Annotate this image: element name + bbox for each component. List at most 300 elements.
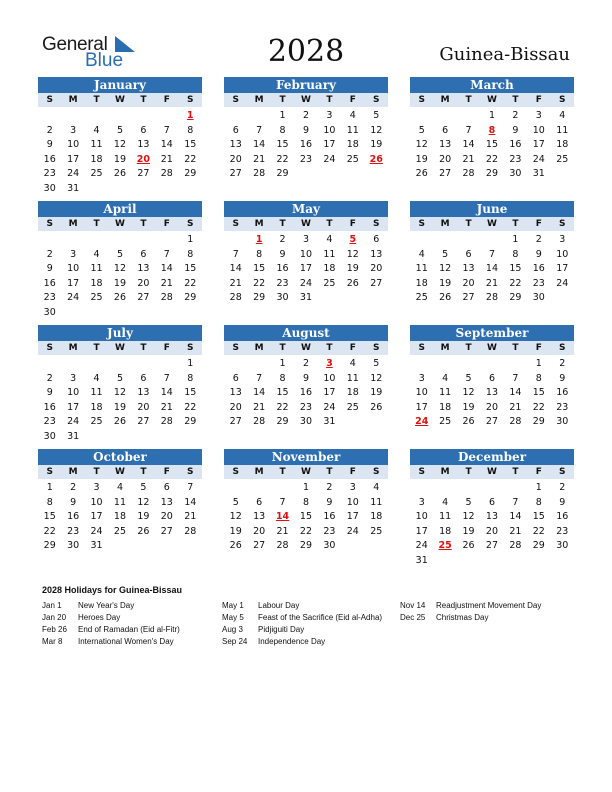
weekday-label: T <box>279 95 286 105</box>
day-cell: 15 <box>184 263 197 275</box>
day-cell: 21 <box>462 153 475 165</box>
weekday-label: S <box>418 343 425 353</box>
weekday-label: S <box>559 219 566 229</box>
day-cell: 27 <box>370 277 383 289</box>
day-cell: 28 <box>276 540 289 552</box>
day-cell: 23 <box>556 401 569 413</box>
day-cell: 4 <box>116 482 123 493</box>
day-cell: 3 <box>70 248 77 260</box>
day-cell: 18 <box>323 263 336 275</box>
day-cell: 22 <box>532 401 545 413</box>
day-cell: 16 <box>556 387 569 399</box>
weekday-label: T <box>465 219 472 229</box>
weekday-label: S <box>373 95 380 105</box>
day-cell: 31 <box>299 292 313 304</box>
empty-day-cell <box>61 357 84 372</box>
weekday-label: W <box>301 95 311 105</box>
day-grid <box>410 231 574 306</box>
day-cell: 12 <box>113 139 127 151</box>
weekday-label: T <box>279 219 286 229</box>
day-cell: 9 <box>302 124 309 136</box>
day-cell: 7 <box>256 124 263 136</box>
day-cell: 31 <box>67 430 80 442</box>
day-cell: 2 <box>535 234 542 245</box>
day-cell: 18 <box>90 401 103 413</box>
empty-day-cell <box>271 481 294 496</box>
empty-day-cell <box>132 109 155 124</box>
month-june <box>410 201 574 306</box>
month-may <box>224 201 388 306</box>
holiday-item <box>42 600 222 612</box>
day-cell: 13 <box>229 139 242 151</box>
weekday-label: M <box>440 343 450 353</box>
day-cell: 10 <box>67 139 80 151</box>
weekday-label: S <box>559 467 566 477</box>
day-cell: 12 <box>113 263 127 275</box>
holiday-day-cell: 25 <box>438 540 452 552</box>
weekday-label: F <box>535 219 542 229</box>
holiday-date: Sep 24 <box>222 637 248 646</box>
day-cell: 27 <box>229 168 242 180</box>
day-cell: 8 <box>279 372 286 384</box>
day-grid <box>224 355 388 430</box>
weekday-header-row <box>224 93 388 107</box>
weekday-header-row <box>410 217 574 231</box>
weekday-label: M <box>440 467 450 477</box>
day-cell: 17 <box>67 277 80 289</box>
day-cell: 26 <box>113 168 127 180</box>
day-cell: 20 <box>137 401 150 413</box>
day-cell: 30 <box>299 416 313 428</box>
holiday-name: Heroes Day <box>78 613 121 622</box>
day-cell: 16 <box>276 263 289 275</box>
month-september <box>410 325 574 430</box>
day-cell: 14 <box>160 387 173 399</box>
day-cell: 15 <box>532 511 545 523</box>
day-cell: 12 <box>137 496 150 508</box>
weekday-label: M <box>68 343 78 353</box>
weekday-label: S <box>187 467 194 477</box>
day-cell: 15 <box>485 139 499 151</box>
month-header: March <box>410 77 574 93</box>
empty-day-cell <box>224 233 247 248</box>
day-cell: 8 <box>187 372 194 384</box>
holiday-date: May 5 <box>222 613 244 622</box>
holiday-item <box>42 624 222 636</box>
holiday-day-cell: 20 <box>136 153 151 165</box>
holiday-item <box>222 624 402 636</box>
day-cell: 3 <box>70 124 77 136</box>
day-cell: 21 <box>276 525 289 537</box>
month-header: July <box>38 325 202 341</box>
day-cell: 24 <box>67 168 80 180</box>
day-cell: 20 <box>253 525 266 537</box>
day-cell: 11 <box>370 496 383 508</box>
day-cell: 12 <box>439 263 452 275</box>
empty-day-cell <box>224 109 247 124</box>
month-header: June <box>410 201 574 217</box>
day-cell: 30 <box>509 168 522 180</box>
day-cell: 11 <box>439 387 452 399</box>
holiday-day-cell: 1 <box>255 234 263 245</box>
day-cell: 1 <box>488 110 495 121</box>
generalblue-logo <box>42 34 142 74</box>
day-cell: 9 <box>512 124 519 136</box>
day-cell: 15 <box>299 511 313 523</box>
holiday-name: Feast of the Sacrifice (Eid al-Adha) <box>258 613 383 622</box>
day-cell: 23 <box>556 525 569 537</box>
empty-day-cell <box>433 109 456 124</box>
day-cell: 30 <box>67 540 80 552</box>
day-cell: 24 <box>90 525 103 537</box>
weekday-label: T <box>512 467 519 477</box>
day-cell: 4 <box>442 496 449 508</box>
day-cell: 9 <box>46 387 53 399</box>
day-cell: 17 <box>415 401 428 413</box>
empty-day-cell <box>108 357 131 372</box>
day-cell: 29 <box>184 416 197 428</box>
holiday-item <box>42 612 222 624</box>
day-cell: 7 <box>512 372 519 384</box>
day-cell: 5 <box>373 358 380 369</box>
day-cell: 23 <box>43 168 56 180</box>
day-cell: 24 <box>556 277 569 289</box>
day-cell: 22 <box>276 401 289 413</box>
day-cell: 4 <box>442 372 449 384</box>
day-cell: 15 <box>532 387 545 399</box>
holiday-name: Labour Day <box>258 601 300 610</box>
day-cell: 6 <box>140 248 147 260</box>
day-cell: 20 <box>462 277 475 289</box>
empty-day-cell <box>457 481 480 496</box>
day-cell: 17 <box>415 525 428 537</box>
day-cell: 29 <box>299 540 313 552</box>
month-july <box>38 325 202 445</box>
day-cell: 31 <box>90 540 103 552</box>
day-cell: 15 <box>253 263 266 275</box>
day-cell: 30 <box>556 540 569 552</box>
day-cell: 21 <box>253 153 266 165</box>
day-cell: 2 <box>512 110 519 121</box>
day-cell: 16 <box>299 139 313 151</box>
day-cell: 2 <box>46 372 53 384</box>
day-cell: 8 <box>187 124 194 136</box>
day-cell: 27 <box>229 416 242 428</box>
empty-day-cell <box>410 357 433 372</box>
day-cell: 6 <box>488 372 495 384</box>
holiday-day-cell: 3 <box>326 358 333 369</box>
day-cell: 10 <box>346 496 359 508</box>
day-cell: 16 <box>67 511 80 523</box>
weekday-label: S <box>187 219 194 229</box>
holiday-date: Aug 3 <box>222 625 243 634</box>
weekday-label: S <box>373 343 380 353</box>
holiday-name: New Year's Day <box>78 601 135 610</box>
day-cell: 22 <box>253 277 266 289</box>
day-cell: 12 <box>229 511 242 523</box>
holiday-day-cell: 5 <box>349 234 357 245</box>
day-cell: 26 <box>137 525 150 537</box>
month-header: February <box>224 77 388 93</box>
weekday-label: F <box>535 343 542 353</box>
day-cell: 3 <box>349 482 356 493</box>
weekday-label: T <box>140 467 147 477</box>
day-cell: 30 <box>532 292 545 304</box>
holiday-item <box>400 600 580 612</box>
day-cell: 11 <box>90 387 103 399</box>
weekday-label: T <box>512 343 519 353</box>
day-cell: 9 <box>279 248 286 260</box>
holiday-date: Dec 25 <box>400 613 426 622</box>
day-cell: 14 <box>509 387 522 399</box>
day-cell: 11 <box>439 511 452 523</box>
day-cell: 5 <box>442 248 449 260</box>
month-march <box>410 77 574 182</box>
day-cell: 2 <box>302 358 309 369</box>
day-cell: 23 <box>299 401 313 413</box>
day-cell: 5 <box>116 248 123 260</box>
day-cell: 22 <box>485 153 499 165</box>
day-cell: 11 <box>415 263 428 275</box>
day-cell: 5 <box>418 124 425 136</box>
empty-day-cell <box>132 357 155 372</box>
day-cell: 17 <box>299 263 313 275</box>
holiday-item <box>42 636 222 648</box>
day-cell: 18 <box>346 139 359 151</box>
day-cell: 5 <box>232 496 239 508</box>
day-cell: 10 <box>323 124 336 136</box>
day-cell: 6 <box>373 234 380 245</box>
day-grid <box>38 231 202 321</box>
weekday-label: T <box>93 95 100 105</box>
day-cell: 21 <box>229 277 242 289</box>
weekday-header-row <box>38 465 202 479</box>
day-cell: 17 <box>556 263 569 275</box>
day-cell: 21 <box>509 525 522 537</box>
empty-day-cell <box>457 109 480 124</box>
day-cell: 13 <box>370 248 383 260</box>
month-october <box>38 449 202 554</box>
day-cell: 27 <box>137 168 150 180</box>
day-cell: 17 <box>323 139 336 151</box>
weekday-label: W <box>115 219 125 229</box>
day-cell: 16 <box>43 401 56 413</box>
weekday-header-row <box>410 93 574 107</box>
empty-day-cell <box>457 357 480 372</box>
empty-day-cell <box>480 357 503 372</box>
day-cell: 10 <box>415 511 428 523</box>
holiday-item <box>400 612 580 624</box>
day-grid <box>38 355 202 445</box>
day-cell: 16 <box>532 263 545 275</box>
day-cell: 6 <box>465 248 472 260</box>
empty-day-cell <box>85 109 108 124</box>
day-cell: 8 <box>279 124 286 136</box>
empty-day-cell <box>247 357 270 372</box>
day-grid <box>38 479 202 554</box>
day-cell: 15 <box>276 387 289 399</box>
day-cell: 24 <box>67 292 80 304</box>
day-cell: 19 <box>462 401 475 413</box>
day-cell: 8 <box>187 248 194 260</box>
day-cell: 2 <box>326 482 333 493</box>
weekday-label: W <box>301 467 311 477</box>
weekday-header-row <box>224 217 388 231</box>
day-cell: 28 <box>160 292 173 304</box>
day-cell: 29 <box>485 168 499 180</box>
empty-day-cell <box>155 109 178 124</box>
day-cell: 4 <box>93 248 100 260</box>
day-grid <box>224 479 388 554</box>
day-cell: 26 <box>439 292 452 304</box>
empty-day-cell <box>155 233 178 248</box>
empty-day-cell <box>85 233 108 248</box>
day-cell: 25 <box>90 416 103 428</box>
holiday-name: International Women's Day <box>78 637 174 646</box>
day-cell: 1 <box>279 358 286 369</box>
month-header: August <box>224 325 388 341</box>
day-cell: 3 <box>559 234 566 245</box>
day-cell: 1 <box>279 110 286 121</box>
empty-day-cell <box>61 233 84 248</box>
empty-day-cell <box>247 481 270 496</box>
day-cell: 10 <box>532 124 545 136</box>
weekday-label: T <box>93 343 100 353</box>
day-cell: 19 <box>370 387 383 399</box>
day-cell: 5 <box>373 110 380 121</box>
day-cell: 23 <box>67 525 80 537</box>
day-grid <box>224 231 388 306</box>
weekday-label: W <box>115 467 125 477</box>
weekday-label: F <box>163 95 170 105</box>
weekday-label: T <box>326 343 333 353</box>
day-cell: 26 <box>229 540 242 552</box>
day-cell: 7 <box>232 248 239 260</box>
weekday-label: T <box>279 343 286 353</box>
weekday-label: F <box>349 467 356 477</box>
empty-day-cell <box>410 233 433 248</box>
day-cell: 3 <box>418 372 425 384</box>
day-cell: 13 <box>253 511 266 523</box>
day-cell: 14 <box>509 511 522 523</box>
holiday-column <box>42 600 222 648</box>
day-cell: 13 <box>485 511 499 523</box>
month-january <box>38 77 202 197</box>
day-cell: 16 <box>323 511 336 523</box>
month-header: May <box>224 201 388 217</box>
day-cell: 14 <box>184 496 197 508</box>
day-cell: 16 <box>509 139 522 151</box>
day-cell: 10 <box>90 496 103 508</box>
day-cell: 21 <box>160 153 173 165</box>
day-cell: 30 <box>323 540 336 552</box>
day-cell: 1 <box>187 234 194 245</box>
day-cell: 4 <box>418 248 425 260</box>
day-cell: 27 <box>137 416 150 428</box>
day-cell: 6 <box>488 496 495 508</box>
holiday-day-cell: 26 <box>369 153 383 165</box>
day-cell: 20 <box>160 511 173 523</box>
day-cell: 24 <box>323 401 336 413</box>
day-grid <box>410 355 574 430</box>
month-header: January <box>38 77 202 93</box>
weekday-label: F <box>163 467 170 477</box>
day-cell: 17 <box>67 153 80 165</box>
day-cell: 16 <box>299 387 313 399</box>
empty-day-cell <box>433 481 456 496</box>
day-cell: 25 <box>370 525 383 537</box>
day-cell: 10 <box>299 248 313 260</box>
day-cell: 28 <box>253 416 266 428</box>
day-cell: 8 <box>512 248 519 260</box>
empty-day-cell <box>38 109 61 124</box>
weekday-label: T <box>140 343 147 353</box>
weekday-label: S <box>418 95 425 105</box>
day-cell: 1 <box>535 482 542 493</box>
day-cell: 19 <box>229 525 242 537</box>
day-cell: 19 <box>113 277 127 289</box>
day-cell: 25 <box>90 168 103 180</box>
day-cell: 23 <box>43 416 56 428</box>
day-cell: 13 <box>160 496 173 508</box>
day-cell: 19 <box>113 153 127 165</box>
day-cell: 20 <box>229 401 242 413</box>
empty-day-cell <box>108 233 131 248</box>
weekday-label: T <box>512 219 519 229</box>
weekday-label: F <box>163 343 170 353</box>
day-cell: 2 <box>302 110 309 121</box>
day-cell: 18 <box>439 401 452 413</box>
day-cell: 22 <box>184 153 197 165</box>
weekday-label: T <box>93 467 100 477</box>
weekday-label: W <box>301 343 311 353</box>
day-cell: 21 <box>253 401 266 413</box>
empty-day-cell <box>480 481 503 496</box>
holiday-item <box>222 636 402 648</box>
weekday-header-row <box>410 341 574 355</box>
weekday-label: S <box>232 219 239 229</box>
calendar-year: 2028 <box>267 34 345 69</box>
day-cell: 31 <box>67 182 80 194</box>
day-cell: 29 <box>43 540 56 552</box>
day-cell: 1 <box>535 358 542 369</box>
day-cell: 28 <box>160 168 173 180</box>
day-cell: 10 <box>323 372 336 384</box>
day-cell: 2 <box>46 124 53 136</box>
weekday-label: W <box>487 219 497 229</box>
weekday-label: F <box>163 219 170 229</box>
weekday-label: S <box>46 95 53 105</box>
logo-general-text: General <box>42 34 108 55</box>
holiday-name: Christmas Day <box>436 613 489 622</box>
day-cell: 16 <box>43 277 56 289</box>
day-cell: 28 <box>509 540 522 552</box>
weekday-label: T <box>465 467 472 477</box>
day-cell: 22 <box>276 153 289 165</box>
empty-day-cell <box>61 109 84 124</box>
day-cell: 26 <box>462 540 475 552</box>
day-cell: 29 <box>509 292 522 304</box>
weekday-label: T <box>93 219 100 229</box>
day-cell: 22 <box>299 525 313 537</box>
weekday-label: W <box>487 95 497 105</box>
day-cell: 6 <box>442 124 449 136</box>
weekday-label: W <box>487 343 497 353</box>
empty-day-cell <box>224 481 247 496</box>
day-cell: 22 <box>184 401 197 413</box>
day-cell: 25 <box>346 401 359 413</box>
day-cell: 8 <box>302 496 309 508</box>
